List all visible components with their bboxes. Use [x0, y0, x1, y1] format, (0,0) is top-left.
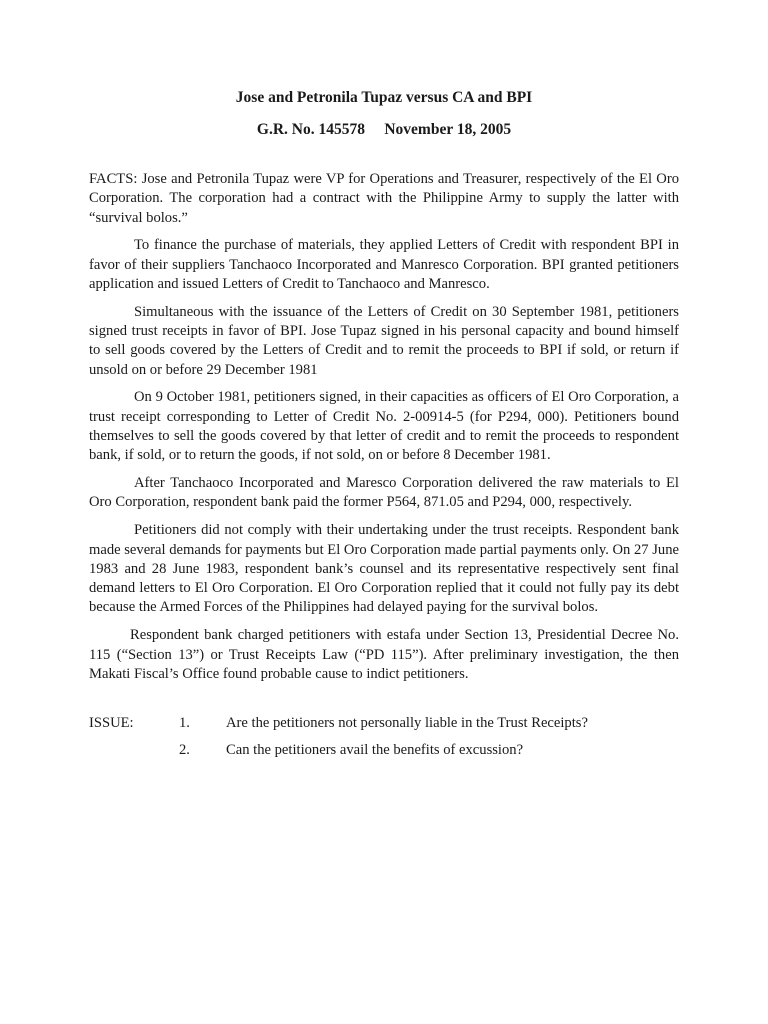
paragraph: After Tanchaoco Incorporated and Maresco Corporation delivered the raw materials to El Oro Corporation, respondent bank paid the former P564, 871.05 and P294, 000, respectively. [89, 475, 679, 511]
case-date: November 18, 2005 [384, 121, 512, 138]
issues-section [89, 714, 679, 761]
paragraph: Simultaneous with the issuance of the Letters of Credit on 30 September 1981, petitioners signed trust receipts in favor of BPI. Jose Tupaz signed in his personal capacity and bound himself to sell goods covered by the Letters of Credit and to remit the proceeds to BPI if sold, or return if unsold on or before 29 December 1981 [89, 303, 679, 378]
paragraph: Respondent bank charged petitioners with estafa under Section 13, Presidential Decree No. 115 (“Section 13”) or Trust Receipts Law (“PD 115”). After preliminary investigation, the then Makati Fiscal’s Office found probable cause to indict petitioners. [89, 627, 679, 682]
paragraph-text: Jose and Petronila Tupaz were VP for Operations and Treasurer, respectively of the El Oro Corporation. The corporation had a contract with the Philippine Army to supply the latter with “survival bolos.” [89, 171, 679, 226]
document-title: Jose and Petronila Tupaz versus CA and BPI [235, 89, 533, 106]
case-number: G.R. No. 145578 [256, 121, 365, 138]
issue-text: Are the petitioners not personally liable in the Trust Receipts? [226, 715, 588, 732]
facts-paragraph [89, 170, 679, 228]
paragraph: Petitioners did not comply with their undertaking under the trust receipts. Respondent bank made several demands for payments but El Oro Corporation made partial payments only. On 27 June 1983 and 28 June 1983, respondent bank’s counsel and its representative respectively sent final demand letters to El Oro Corporation. El Oro Corporation replied that it could not fully pay its debt because the Armed Forces of the Philippines had delayed paying for the survival bolos. [89, 522, 679, 616]
issue-item [89, 741, 679, 760]
issue-text: Can the petitioners avail the benefits of excussion? [226, 742, 524, 759]
facts-label: FACTS: [89, 171, 138, 187]
issue-number: 2. [179, 742, 190, 759]
issue-label: ISSUE: [89, 715, 134, 732]
issue-item [89, 714, 679, 733]
paragraph: On 9 October 1981, petitioners signed, in their capacities as officers of El Oro Corporation, a trust receipt corresponding to Letter of Credit No. 2-00914-5 (for P294, 000). Petitioners bound themselves to sell the goods covered by that letter of credit and to remit the proceeds to respondent bank, if sold, or to return the goods, if not sold, on or before 8 December 1981. [89, 389, 679, 464]
facts-section [89, 170, 679, 684]
paragraph: To finance the purchase of materials, they applied Letters of Credit with respondent BPI in favor of their suppliers Tanchaoco Incorporated and Manresco Corporation. BPI granted petitioners application and issued Letters of Credit to Tanchaoco and Manresco. [89, 237, 679, 292]
issue-number: 1. [179, 715, 190, 732]
issue-label-spacer [89, 741, 179, 760]
case-reference [89, 120, 679, 140]
